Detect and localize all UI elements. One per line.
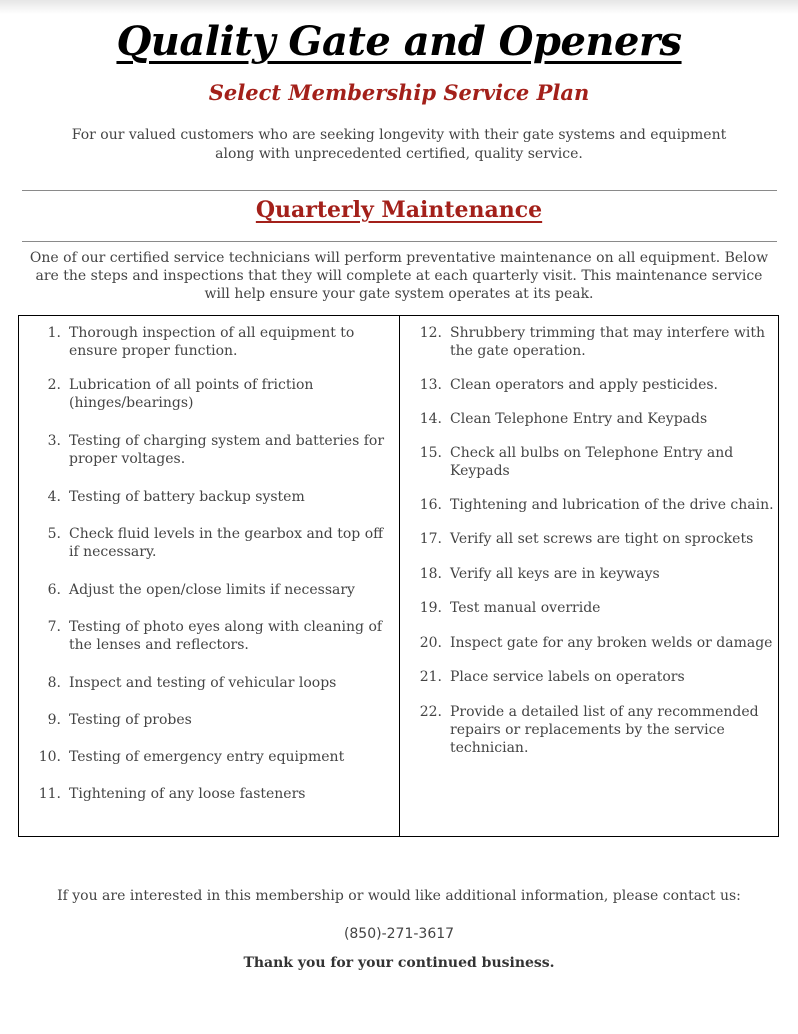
item-number: 13.: [419, 377, 442, 393]
list-item: [27, 711, 395, 729]
column-divider: [399, 316, 400, 836]
item-number: 1.: [47, 325, 61, 341]
item-text: Check all bulbs on Telephone Entry and Keypads: [450, 445, 734, 479]
list-item: [27, 581, 395, 599]
list-item: [408, 703, 780, 757]
item-number: 3.: [47, 433, 61, 449]
item-text: Shrubbery trimming that may interfere with the gate operation.: [450, 325, 765, 359]
item-text: Testing of photo eyes along with cleaning of the lenses and reflectors.: [69, 619, 383, 653]
item-text: Testing of battery backup system: [69, 489, 305, 505]
list-item: [408, 634, 780, 652]
item-text: Inspect gate for any broken welds or damage: [450, 635, 773, 651]
list-item: [27, 376, 395, 412]
item-number: 5.: [47, 526, 61, 542]
top-shadow: [0, 0, 798, 14]
item-text: Thorough inspection of all equipment to ensure proper function.: [69, 325, 355, 359]
item-number: 20.: [419, 635, 442, 651]
item-number: 7.: [47, 619, 61, 635]
item-number: 18.: [419, 566, 442, 582]
item-number: 14.: [419, 411, 442, 427]
item-text: Testing of charging system and batteries for proper voltages.: [69, 433, 385, 467]
intro-text: For our valued customers who are seeking longevity with their gate systems and equipment along with unprecedented certified, quality service.: [71, 127, 727, 162]
item-number: 11.: [38, 786, 61, 802]
item-text: Verify all keys are in keyways: [450, 566, 660, 582]
page-title: Quality Gate and Openers: [116, 18, 682, 65]
section-description: One of our certified service technicians will perform preventative maintenance on all equipment. Below are the steps and inspections that they will complete at each quarterly visit. This maintenance service will help ensure your gate system operates at its peak.: [29, 250, 769, 302]
item-text: Inspect and testing of vehicular loops: [69, 675, 337, 691]
list-item: [408, 496, 780, 514]
list-item: [408, 324, 780, 360]
item-number: 12.: [419, 325, 442, 341]
item-number: 8.: [47, 675, 61, 691]
list-item: [408, 565, 780, 583]
item-text: Clean operators and apply pesticides.: [450, 377, 719, 393]
list-item: [27, 674, 395, 692]
item-number: 9.: [47, 712, 61, 728]
list-item: [27, 525, 395, 561]
item-number: 4.: [47, 489, 61, 505]
list-item: [408, 668, 780, 686]
item-text: Testing of probes: [69, 712, 192, 728]
item-text: Provide a detailed list of any recommended repairs or replacements by the service technician.: [450, 704, 759, 756]
list-item: [27, 785, 395, 803]
list-item: [408, 444, 780, 480]
list-item: [408, 530, 780, 548]
item-text: Test manual override: [450, 600, 601, 616]
divider-top: [22, 190, 777, 191]
list-item: [27, 748, 395, 766]
contact-text: If you are interested in this membership or would like additional information, please contact us:: [57, 888, 741, 904]
list-item: [27, 488, 395, 506]
item-text: Tightening and lubrication of the drive chain.: [450, 497, 774, 513]
item-text: Verify all set screws are tight on sprockets: [450, 531, 754, 547]
item-text: Check fluid levels in the gearbox and top off if necessary.: [69, 526, 384, 560]
list-item: [408, 410, 780, 428]
item-text: Adjust the open/close limits if necessary: [69, 582, 355, 598]
phone-number: (850)-271-3617: [343, 926, 455, 942]
list-item: [408, 599, 780, 617]
list-item: [27, 432, 395, 468]
item-number: 2.: [47, 377, 61, 393]
item-number: 6.: [47, 582, 61, 598]
checklist-box: [18, 315, 779, 837]
divider-bottom: [22, 241, 777, 242]
list-item: [27, 324, 395, 360]
item-text: Testing of emergency entry equipment: [69, 749, 345, 765]
section-heading: Quarterly Maintenance: [255, 197, 543, 223]
item-number: 15.: [419, 445, 442, 461]
item-text: Clean Telephone Entry and Keypads: [450, 411, 708, 427]
item-number: 21.: [419, 669, 442, 685]
list-item: [408, 376, 780, 394]
item-number: 16.: [419, 497, 442, 513]
thank-you-text: Thank you for your continued business.: [243, 955, 555, 971]
item-number: 10.: [38, 749, 61, 765]
item-text: Lubrication of all points of friction (hinges/bearings): [69, 377, 314, 411]
item-number: 17.: [419, 531, 442, 547]
item-number: 22.: [419, 704, 442, 720]
item-number: 19.: [419, 600, 442, 616]
list-item: [27, 618, 395, 654]
item-text: Tightening of any loose fasteners: [69, 786, 306, 802]
page-subtitle: Select Membership Service Plan: [208, 80, 590, 105]
item-text: Place service labels on operators: [450, 669, 685, 685]
